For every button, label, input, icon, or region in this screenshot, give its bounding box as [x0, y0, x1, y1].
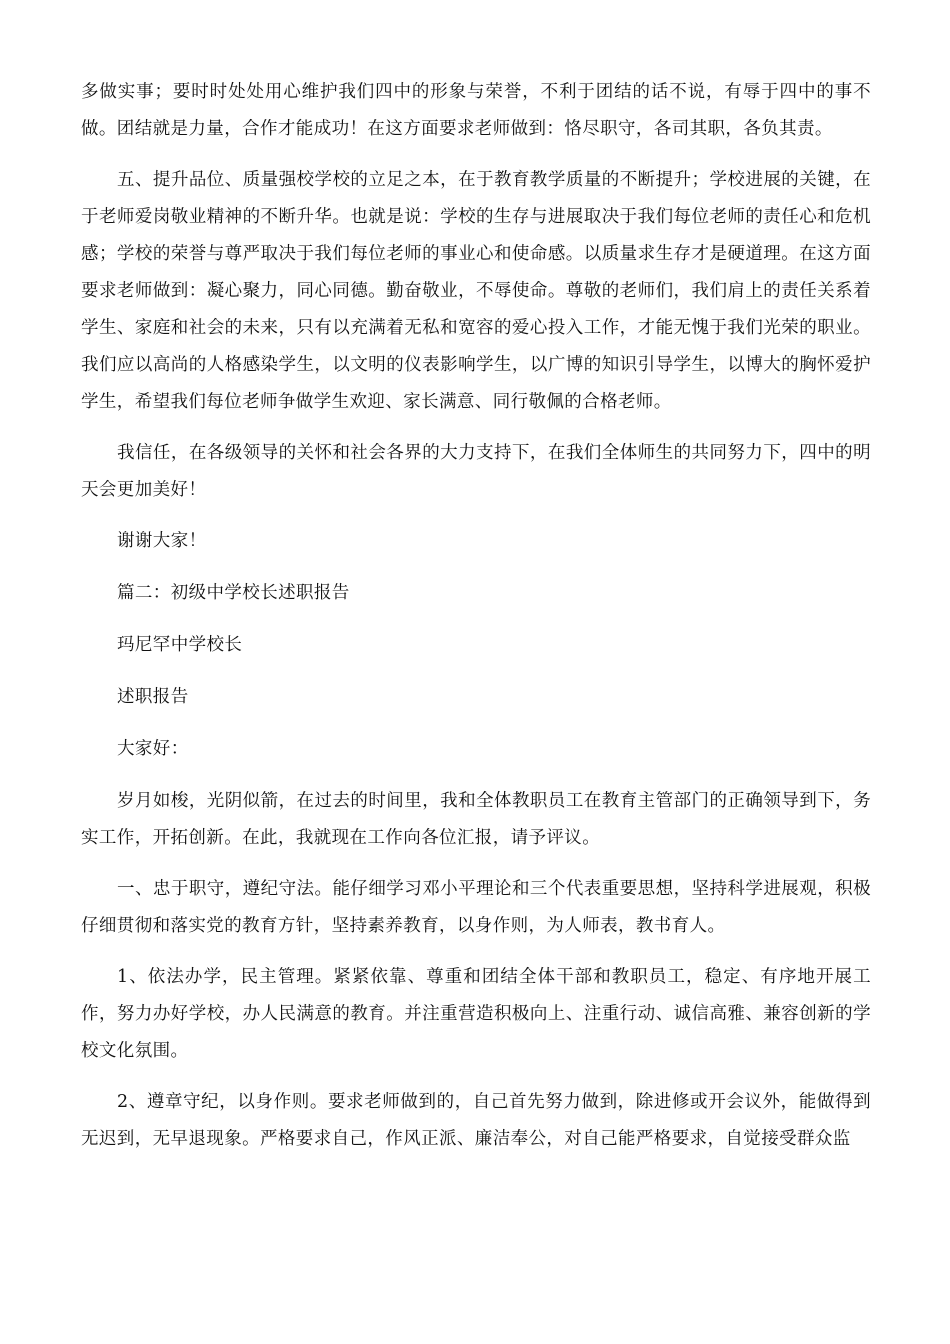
paragraph-section-five: 五、提升品位、质量强校学校的立足之本，在于教育教学质量的不断提升；学校进展的关键，在于老师爱岗敬业精神的不断升华。也就是说：学校的生存与进展取决于我们每位老师的责任心和危机感；学校的荣誉与尊严取决于我们每位老师的事业心和使命感。以质量求生存才是硬道理。在这方面要求老师做到：凝心聚力，同心同德。勤奋敬业，不辱使命。尊敬的老师们，我们肩上的责任关系着学生、家庭和社会的未来，只有以充满着无私和宽容的爱心投入工作，才能无愧于我们光荣的职业。我们应以高尚的人格感染学生，以文明的仪表影响学生，以广博的知识引导学生，以博大的胸怀爱护学生，希望我们每位老师争做学生欢迎、家长满意、同行敬佩的合格老师。	[81, 170, 871, 412]
report-author-title: 玛尼罕中学校长	[117, 635, 243, 655]
paragraph-thanks: 谢谢大家！	[117, 531, 207, 551]
greeting: 大家好：	[117, 739, 189, 759]
paragraph-closing-belief: 我信任，在各级领导的关怀和社会各界的大力支持下，在我们全体师生的共同努力下，四中的明天会更加美好！	[81, 443, 871, 500]
paragraph-item-two: 2、遵章守纪，以身作则。要求老师做到的，自己首先努力做到，除进修或开会议外，能做得到无迟到，无早退现象。严格要求自己，作风正派、廉洁奉公，对自己能严格要求，自觉接受群众监	[81, 1092, 871, 1149]
document-body	[81, 74, 871, 1172]
chapter-heading: 篇二：初级中学校长述职报告	[117, 583, 350, 603]
paragraph-intro: 岁月如梭，光阴似箭，在过去的时间里，我和全体教职员工在教育主管部门的正确领导到下，务实工作，开拓创新。在此，我就现在工作向各位汇报，请予评议。	[81, 791, 871, 848]
paragraph-continued: 多做实事；要时时处处用心维护我们四中的形象与荣誉，不利于团结的话不说，有辱于四中的事不做。团结就是力量，合作才能成功！在这方面要求老师做到：恪尽职守，各司其职，各负其责。	[81, 82, 871, 139]
paragraph-item-one: 1、依法办学，民主管理。紧紧依靠、尊重和团结全体干部和教职员工，稳定、有序地开展工作，努力办好学校，办人民满意的教育。并注重营造积极向上、注重行动、诚信高雅、兼容创新的学校文化氛围。	[81, 967, 871, 1061]
report-title: 述职报告	[117, 687, 189, 707]
paragraph-section-one: 一、忠于职守，遵纪守法。能仔细学习邓小平理论和三个代表重要思想，坚持科学进展观，积极仔细贯彻和落实党的教育方针，坚持素养教育，以身作则，为人师表，教书育人。	[81, 879, 871, 936]
